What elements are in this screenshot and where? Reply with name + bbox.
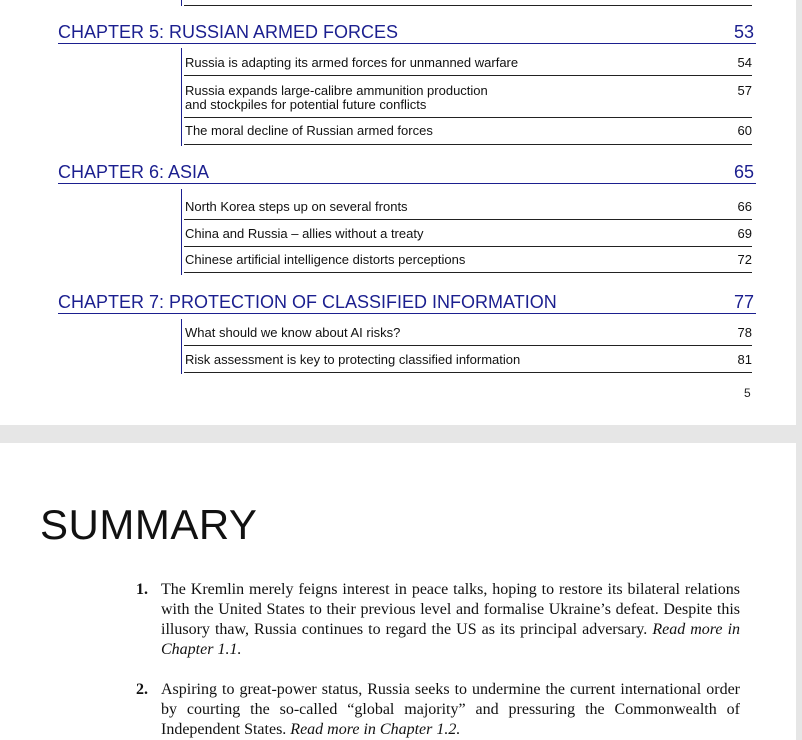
entry-page: 57 <box>737 83 752 98</box>
toc-top-rule <box>184 5 752 6</box>
viewer-edge <box>796 0 802 740</box>
entry-page: 72 <box>737 252 752 267</box>
toc-entry[interactable] <box>184 227 752 247</box>
item-body: Aspiring to great-power status, Russia seeks to undermine the current international order by courting the so-called “global majority” and pressuring the Commonwealth of Independent States. <box>161 681 740 738</box>
entry-title: North Korea steps up on several fronts <box>185 199 408 214</box>
entry-title: Risk assessment is key to protecting classified information <box>185 352 521 367</box>
item-text <box>161 580 740 660</box>
entry-page: 54 <box>737 55 752 70</box>
toc-entry[interactable] <box>184 84 752 118</box>
chapter-title: CHAPTER 7: PROTECTION OF CLASSIFIED INFORMATION <box>58 292 557 312</box>
toc-entry[interactable] <box>184 253 752 273</box>
entry-title: Chinese artificial intelligence distorts perceptions <box>185 252 466 267</box>
toc-bar-ch7 <box>181 319 182 374</box>
entry-page: 60 <box>737 123 752 138</box>
chapter-page: 77 <box>733 292 754 312</box>
toc-entry[interactable] <box>184 353 752 373</box>
entry-title: Russia expands large-calibre ammunition production and stockpiles for potential future conflicts <box>185 83 488 112</box>
entry-page: 81 <box>737 352 752 367</box>
chapter-page: 65 <box>733 162 754 182</box>
entry-title: The moral decline of Russian armed forces <box>185 123 433 138</box>
entry-page: 78 <box>737 325 752 340</box>
entry-title: What should we know about AI risks? <box>185 325 401 340</box>
toc-entry[interactable] <box>184 326 752 346</box>
toc-chapter-7[interactable] <box>58 291 756 314</box>
summary-item <box>136 580 742 662</box>
summary-item <box>136 680 742 740</box>
chapter-reference[interactable]: Read more in Chapter 1.2. <box>290 721 461 738</box>
toc-chapter-5[interactable] <box>58 21 756 44</box>
toc-bar-top <box>181 0 182 6</box>
page-number: 5 <box>744 386 751 400</box>
chapter-title: CHAPTER 6: ASIA <box>58 162 210 182</box>
item-number: 2. <box>136 681 148 698</box>
item-body: The Kremlin merely feigns interest in peace talks, hoping to restore its bilateral relations with the United States to their previous level and formalise Ukraine’s defeat. Despite this illusory thaw, Russia continues to regard the US as its principal adversary. <box>161 581 740 638</box>
chapter-title: CHAPTER 5: RUSSIAN ARMED FORCES <box>58 22 399 42</box>
entry-title: Russia is adapting its armed forces for unmanned warfare <box>185 55 519 70</box>
chapter-page: 53 <box>733 22 754 42</box>
toc-bar-ch5 <box>181 48 182 146</box>
entry-title: China and Russia – allies without a treaty <box>185 226 424 241</box>
toc-entry[interactable] <box>184 56 752 76</box>
toc-chapter-6[interactable] <box>58 161 756 184</box>
entry-page: 69 <box>737 226 752 241</box>
item-text <box>161 680 740 740</box>
chapter-reference[interactable]: Read more in Chapter 1.1. <box>161 621 741 658</box>
toc-entry[interactable] <box>184 124 752 145</box>
toc-bar-ch6 <box>181 189 182 275</box>
toc-entry[interactable] <box>184 200 752 220</box>
page-separator <box>0 425 802 443</box>
item-number: 1. <box>136 581 148 598</box>
entry-page: 66 <box>737 199 752 214</box>
summary-heading: SUMMARY <box>40 501 258 548</box>
